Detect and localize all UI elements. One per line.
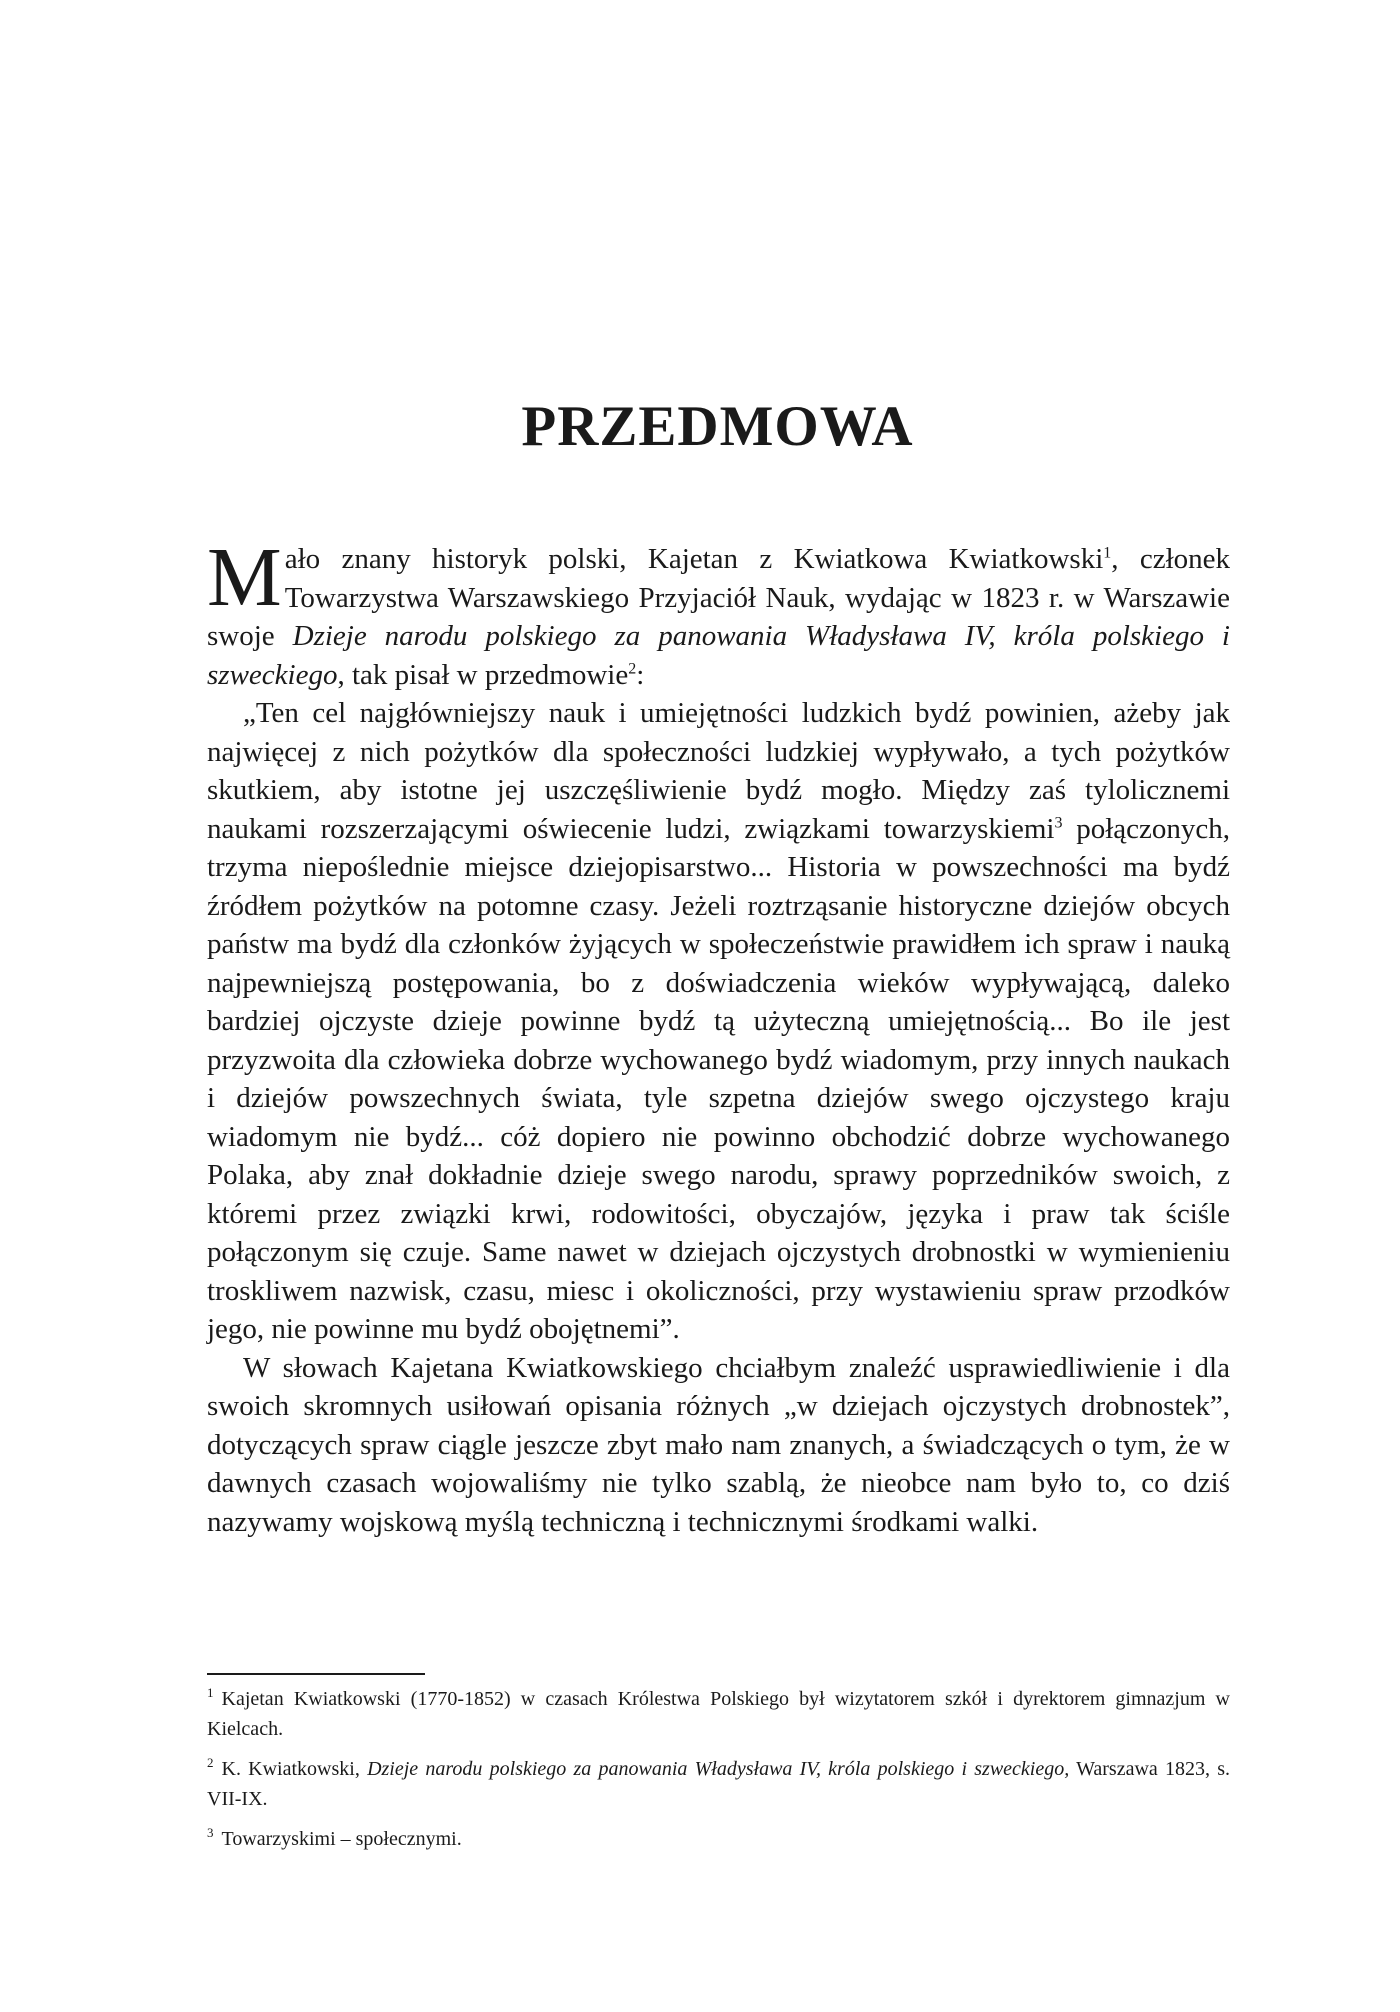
footnote-ref-3: 3 <box>1054 813 1063 831</box>
footnote-number-2: 2 <box>207 1755 214 1771</box>
quote-text-2: połączonych, trzyma niepoślednie miejsce dziejopisarstwo... Historia w powszechności ma bydź źródłem pożytków na potomne czasy. Jeżeli roztrząsanie historyczne dziejów obcych państw ma bydź dla członków żyjących w społeczeństwie prawidłem ich spraw i nauką najpewniejszą postępowania, bo z doświadczenia wieków wypływającą, daleko bardziej ojczyste dzieje powinne bydź tą użyteczną umiejętnością... Bo ile jest przyzwoita dla człowieka dobrze wychowanego bydź wiadomym, przy innych naukach i dziejów powszechnych świata, tyle szpetna dziejów swego ojczystego kraju wiadomym nie bydź... cóż dopiero nie powinno obchodzić dobrze wychowanego Polaka, aby znał dokładnie dzieje swego narodu, sprawy poprzedników swoich, z któremi przez związki krwi, rodowitości, obyczajów, języka i praw tak ściśle połączonym się czuje. Same nawet w dziejach ojczystych drobnostki w wymienieniu troskliwem nazwisk, czasu, miesc i okoliczności, przy wystawieniu spraw przodków jego, nie powinne mu bydź obojętnemi”. <box>207 812 1231 1345</box>
footnote-divider <box>207 1673 425 1675</box>
main-text <box>207 531 1231 1541</box>
footnote-title-2: Dzieje narodu polskiego za panowania Władysława IV, króla polskiego i szweckiego, <box>367 1758 1070 1780</box>
footnote-suffix-2: Warszawa 1823, s. VII-IX. <box>207 1758 1230 1810</box>
opening-text-1: ało znany historyk polski, Kajetan z Kwiatkowa Kwiatkowski <box>284 543 1104 575</box>
footnote-ref-2: 2 <box>628 659 637 677</box>
footnote-number-3: 3 <box>207 1825 214 1841</box>
footnote-ref-1: 1 <box>1103 544 1112 562</box>
book-title-italic: Dzieje narodu polskiego za panowania Władysława IV, króla polskiego i szweckiego <box>207 620 1230 691</box>
opening-text-3: , tak pisał w przedmowie <box>337 658 629 691</box>
closing-paragraph: W słowach Kajetana Kwiatkowskiego chciałbym znaleźć usprawiedliwienie i dla swoich skromnych usiłowań opisania różnych „w dziejach ojczystych drobnostek”, dotyczących spraw ciągle jeszcze zbyt mało nam znanych, a świadczących o tym, że w dawnych czasach wojowaliśmy nie tylko szablą, że nieobce nam było to, co dziś nazywamy wojskową myślą techniczną i technicznymi środkami walki. <box>207 1351 1230 1538</box>
footnote-number-1: 1 <box>207 1685 214 1701</box>
opening-text-2: , członek Towarzystwa Warszawskiego Przyjaciół Nauk, wydając w 1823 r. w Warszawie swoje <box>207 543 1231 652</box>
opening-paragraph <box>207 531 1231 694</box>
footnote-prefix-2: K. Kwiatkowski, <box>221 1758 368 1780</box>
quote-text-1: „Ten cel najgłówniejszy nauk i umiejętności ludzkich bydź powinien, ażeby jak najwięcej z nich pożytków dla społeczności ludzkiej wypływało, a tych pożytków skutkiem, aby istotne jej uszczęśliwienie bydź mogło. Między zaś tylolicznemi naukami rozszerzającymi oświecenie ludzi, związkami towarzyskiemi <box>207 697 1230 845</box>
footnote-3 <box>207 1824 1230 1854</box>
page-title: PRZEDMOWA <box>521 395 914 459</box>
footnote-text-3: Towarzyskimi – społecznymi. <box>221 1828 462 1850</box>
footnote-2 <box>207 1754 1230 1814</box>
quote-paragraph <box>207 694 1230 1349</box>
drop-cap: M <box>207 531 282 624</box>
footnote-text-1: Kajetan Kwiatkowski (1770-1852) w czasach Królestwa Polskiego był wizytatorem szkół i dyrektorem gimnazjum w Kielcach. <box>207 1688 1230 1740</box>
footnotes <box>207 1684 1230 1864</box>
footnote-1 <box>207 1684 1230 1744</box>
opening-text-4: : <box>636 658 645 691</box>
